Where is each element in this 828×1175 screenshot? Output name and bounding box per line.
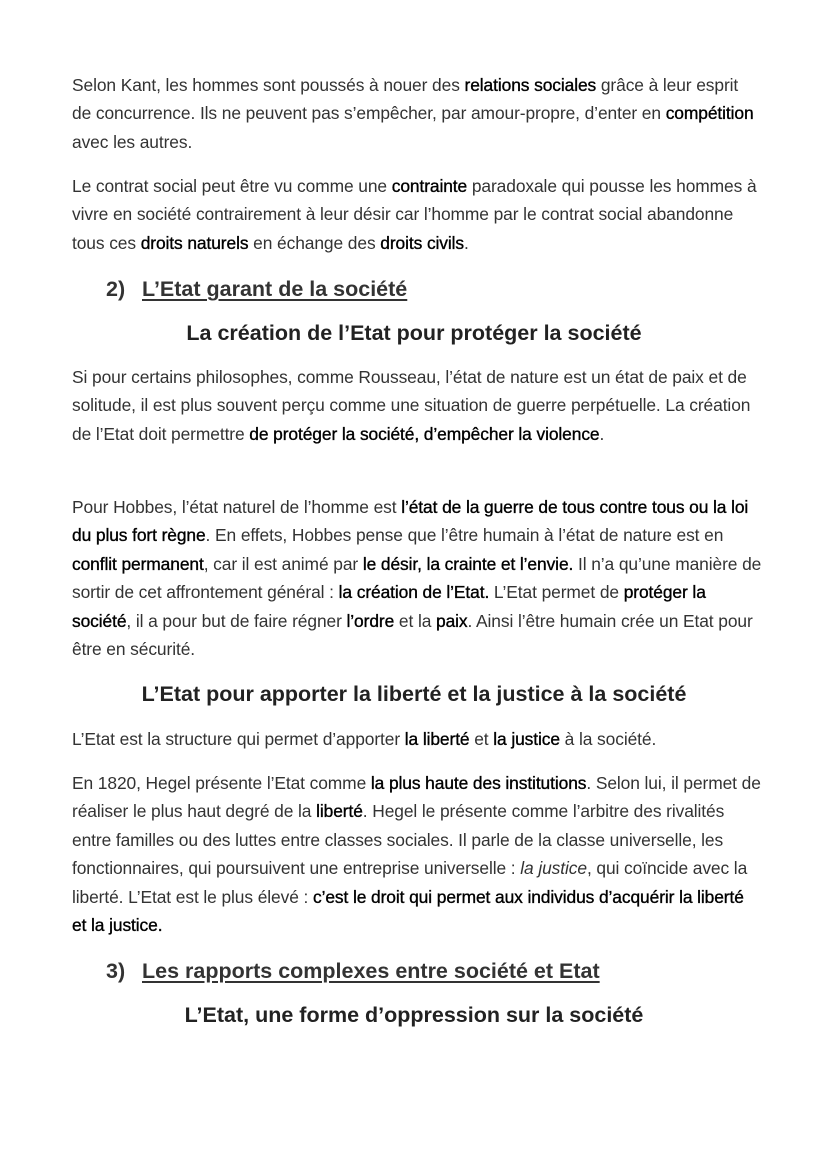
subheading-creation-etat: La création de l’Etat pour protéger la société [186, 321, 642, 345]
subheading-oppression: L’Etat, une forme d’oppression sur la société [184, 1003, 644, 1027]
keyword-justice-italic: la justice [520, 858, 587, 879]
paragraph-rousseau: Si pour certains philosophes, comme Rousseau, l’état de nature est un état de paix et de solitude, il est plus souvent perçu comme une situation de guerre perpétuelle. La création de l’Etat doit permettre de protéger la société, d’empêcher la violence. [72, 367, 751, 444]
keyword-proteger-la-societe: protéger la société [72, 582, 706, 631]
keyword-desir-crainte-envie: le désir, la crainte et l’envie. [362, 553, 574, 574]
keyword-conflit-permanent: conflit permanent [72, 553, 204, 574]
section-heading-3 [106, 957, 600, 985]
keyword-relations-sociales: relations sociales [464, 75, 597, 95]
paragraph-hegel: En 1820, Hegel présente l’Etat comme la plus haute des institutions. Selon lui, il permet de réaliser le plus haut degré de la liberté. Hegel le présente comme l’arbitre des rivalités entre familles ou des luttes entre classes sociales. Il parle de la classe universelle, les fonctionnaires, qui poursuivent une entreprise universelle : la justice, qui coïncide avec la liberté. L’Etat est le plus élevé : c’est le droit qui permet aux individus d’acquérir la liberté et la justice. [72, 773, 761, 936]
paragraph-kant: Selon Kant, les hommes sont poussés à nouer des relations sociales grâce à leur esprit de concurrence. Ils ne peuvent pas s’empêcher, par amour-propre, d’enter en compétition avec les autres. [72, 75, 754, 152]
keyword-la-liberte: la liberté [404, 729, 470, 749]
keyword-plus-haute-institutions: la plus haute des institutions [370, 773, 587, 793]
paragraph-contrat-social: Le contrat social peut être vu comme une contrainte paradoxale qui pousse les hommes à vivre en société contrairement à leur désir car l’homme par le contrat social abandonne tous ces droits naturels en échange des droits civils. [72, 176, 757, 253]
keyword-droits-civils: droits civils [380, 232, 465, 253]
section-title: L’Etat garant de la société [142, 277, 408, 301]
keyword-liberte: liberté [316, 801, 363, 822]
keyword-proteger-societe: de protéger la société, d’empêcher la violence [249, 423, 600, 444]
keyword-ordre: l’ordre [346, 610, 395, 631]
section-title: Les rapports complexes entre société et Etat [142, 959, 600, 983]
paragraph-structure-etat: L’Etat est la structure qui permet d’apporter la liberté et la justice à la société. [72, 729, 657, 749]
section-number: 3) [106, 959, 126, 983]
paragraph-hobbes: Pour Hobbes, l’état naturel de l’homme est l’état de la guerre de tous contre tous ou la loi du plus fort règne. En effets, Hobbes pense que l’être humain à l’état de nature est en conflit permanent, car il est animé par le désir, la crainte et l’envie. Il n’a qu’une manière de sortir de cet affrontement général : la création de l’Etat. L’Etat permet de protéger la société, il a pour but de faire régner l’ordre et la paix. Ainsi l’être humain crée un Etat pour être en sécurité. [72, 497, 762, 660]
keyword-contrainte: contrainte [391, 176, 468, 196]
keyword-la-justice: la justice [493, 729, 560, 749]
keyword-droit-liberte-justice: c’est le droit qui permet aux individus d’acquérir la liberté et la justice. [72, 886, 744, 936]
subheading-liberte-justice: L’Etat pour apporter la liberté et la justice à la société [141, 682, 687, 706]
section-number: 2) [106, 277, 126, 301]
keyword-droits-naturels: droits naturels [140, 232, 249, 253]
keyword-creation-etat: la création de l’Etat. [338, 582, 490, 603]
keyword-competition: compétition [665, 103, 754, 124]
keyword-etat-de-guerre: l’état de la guerre de tous contre tous ou la loi du plus fort règne [72, 497, 749, 546]
section-heading-2 [106, 275, 407, 303]
keyword-paix: paix [436, 610, 468, 631]
